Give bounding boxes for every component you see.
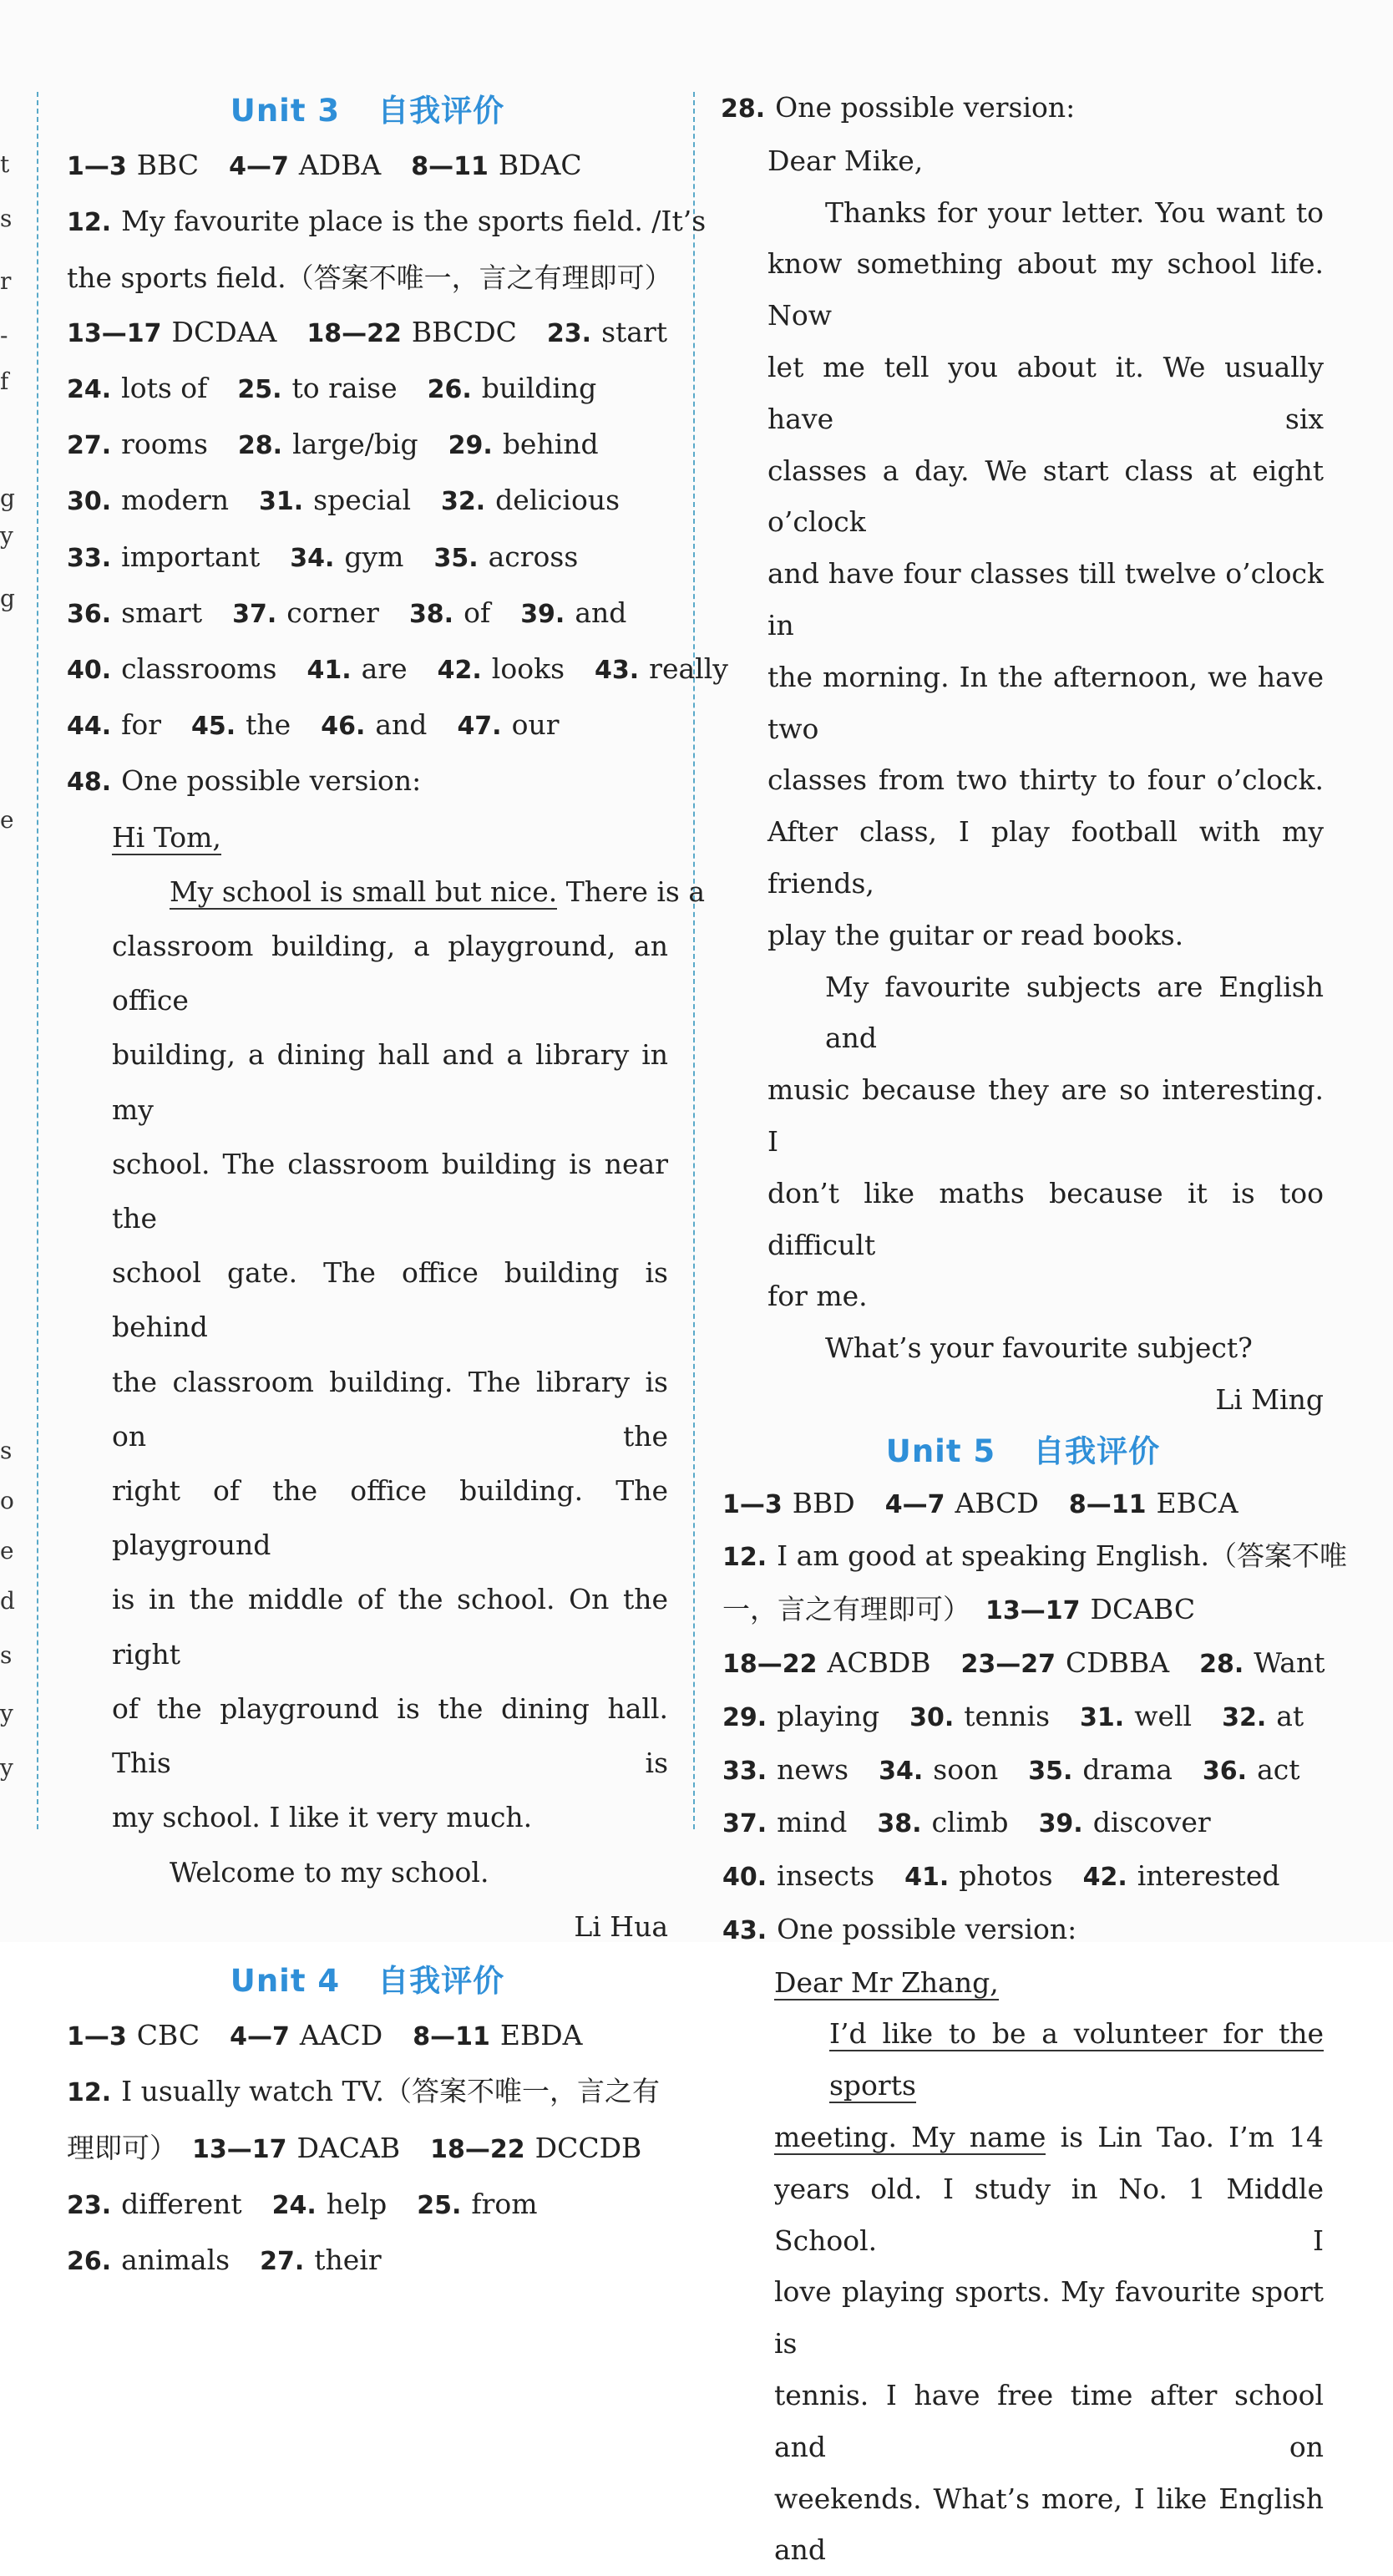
question-number: 33. xyxy=(67,543,112,573)
question-number: 37. xyxy=(722,1809,767,1839)
answer-text: across xyxy=(488,540,579,573)
answer-text: really xyxy=(649,652,728,686)
question-number: 41. xyxy=(306,656,352,686)
letter-line: Thanks for your letter. You want to xyxy=(825,195,1324,229)
edge-letter: g xyxy=(0,585,15,612)
letter-line: music because they are so interesting. I xyxy=(767,1073,1324,1158)
edge-letter: - xyxy=(0,322,8,349)
answer-text: EBDA xyxy=(499,2019,583,2052)
column-divider-left xyxy=(37,92,38,1829)
question-number: 35. xyxy=(433,543,479,573)
letter-line: know something about my school life. Now xyxy=(767,247,1324,332)
letter-line: play the guitar or read books. xyxy=(767,918,1184,951)
question-number: 36. xyxy=(1202,1756,1248,1786)
u3-q12-line2: the sports field.（答案不唯一，言之有理即可） xyxy=(67,261,672,294)
answer-text: BDAC xyxy=(498,149,582,182)
question-number: 38. xyxy=(877,1809,922,1839)
u4-row-23 xyxy=(67,2177,668,2233)
edge-letter: e xyxy=(0,806,14,834)
letter-line: tennis. I have free time after school and on xyxy=(774,2379,1324,2463)
letter-line: building, a dining hall and a library in my xyxy=(112,1038,668,1126)
answer-text: our xyxy=(511,708,560,742)
answer-text: to raise xyxy=(291,372,398,405)
question-number: 43. xyxy=(595,656,640,686)
letter-line: school. The classroom building is near the xyxy=(112,1147,668,1235)
u5-answers-1-11 xyxy=(722,1478,1324,1531)
edge-letter: y xyxy=(0,522,13,550)
letter3-first-line: I’d like to be a volunteer for the sports xyxy=(829,2017,1324,2102)
answer-text: playing xyxy=(777,1699,880,1732)
question-number: 1—3 xyxy=(722,1489,783,1519)
question-number: 42. xyxy=(437,656,482,686)
question-number: 31. xyxy=(1080,1702,1125,1732)
u3-row-33 xyxy=(67,530,668,586)
answer-text: are xyxy=(361,652,408,686)
answer-text: and xyxy=(575,596,627,629)
answer-text: at xyxy=(1276,1699,1304,1732)
edge-letter: o xyxy=(0,1487,14,1514)
letter-line: classes a day. We start class at eight o’clock xyxy=(767,454,1324,539)
question-number: 25. xyxy=(417,2190,462,2220)
question-number: 30. xyxy=(909,1702,955,1732)
question-number: 33. xyxy=(722,1756,767,1786)
question-number: 24. xyxy=(67,375,112,405)
letter-line: of the playground is the dining hall. This is xyxy=(112,1691,668,1780)
u3-row-40 xyxy=(67,641,728,697)
unit4-subtitle: 自我评价 xyxy=(377,1962,505,1999)
question-number: 34. xyxy=(879,1756,924,1786)
letter-closing: Welcome to my school. xyxy=(170,1855,489,1889)
u4-row-26 xyxy=(67,2233,668,2289)
answer-text: AACD xyxy=(299,2019,383,2052)
answer-text: and xyxy=(375,708,428,742)
answer-text: EBCA xyxy=(1156,1486,1239,1519)
answer-text: climb xyxy=(931,1806,1009,1839)
answer-text: building xyxy=(481,372,597,405)
u4-q12-line1: 12. I usually watch TV.（答案不唯一，言之有 xyxy=(67,2075,661,2108)
answer-text: BBD xyxy=(792,1486,855,1519)
letter3-body xyxy=(722,2163,1324,2576)
answer-text: soon xyxy=(933,1752,999,1786)
letter-greeting: Hi Tom, xyxy=(112,820,221,854)
letter2-signature: Li Ming xyxy=(1215,1382,1324,1416)
letter-body xyxy=(67,919,668,1844)
unit4-heading xyxy=(67,1954,668,2008)
answer-text: for xyxy=(121,708,162,742)
question-number: 35. xyxy=(1028,1756,1073,1786)
question-number: 38. xyxy=(408,599,454,629)
answer-text: important xyxy=(121,540,261,573)
u3-row-30 xyxy=(67,473,668,529)
letter-line: After class, I play football with my friends, xyxy=(767,815,1324,900)
letter-line: don’t like maths because it is too difficult xyxy=(767,1176,1324,1261)
question-number: 8—11 xyxy=(411,152,489,182)
u5-row-37 xyxy=(722,1797,1324,1850)
u5-q43: 43. One possible version: xyxy=(722,1912,1077,1945)
answer-text: smart xyxy=(121,596,203,629)
question-number: 41. xyxy=(904,1863,950,1893)
answer-text: from xyxy=(471,2187,538,2220)
u3-row-27 xyxy=(67,417,668,473)
question-number: 45. xyxy=(191,712,236,742)
answer-text: help xyxy=(326,2187,388,2220)
answer-text: ADBA xyxy=(298,149,382,182)
u5-row-29 xyxy=(722,1691,1324,1744)
answer-text: gym xyxy=(344,540,404,573)
question-number: 25. xyxy=(237,375,282,405)
answer-text: modern xyxy=(121,484,229,517)
edge-letter: d xyxy=(0,1587,15,1615)
letter-line: classroom building, a playground, an office xyxy=(112,930,668,1017)
u3-row-24 xyxy=(67,361,668,417)
question-number: 32. xyxy=(441,487,486,517)
answer-text: act xyxy=(1257,1752,1300,1786)
u4-q28: 28. One possible version: xyxy=(721,91,1076,124)
answer-text: the xyxy=(246,708,291,742)
letter-line: my school. I like it very much. xyxy=(112,1801,533,1834)
letter2-body xyxy=(722,187,1324,961)
unit3-subtitle: 自我评价 xyxy=(377,93,505,129)
answer-text: BBC xyxy=(136,149,200,182)
question-number: 40. xyxy=(67,656,112,686)
letter-line: school gate. The office building is behind xyxy=(112,1256,668,1344)
answer-text: CBC xyxy=(136,2019,200,2052)
question-number: 32. xyxy=(1222,1702,1267,1732)
question-number: 1—3 xyxy=(67,2022,127,2052)
question-number: 39. xyxy=(520,599,565,629)
question-number: 44. xyxy=(67,712,112,742)
u3-answers-13-23: 13—17 DCDAA 18—22 BBCDC 23. start xyxy=(67,315,667,348)
answer-text: well xyxy=(1134,1699,1193,1732)
edge-letter: s xyxy=(0,1641,13,1669)
letter-first-line: My school is small but nice. There is a xyxy=(170,875,706,908)
edge-letter: t xyxy=(0,150,10,178)
answer-text: their xyxy=(314,2243,382,2276)
question-number: 8—11 xyxy=(1068,1489,1147,1519)
letter3-greeting: Dear Mr Zhang, xyxy=(774,1965,999,1999)
letter-line: My favourite subjects are English and xyxy=(825,970,1324,1055)
unit5-title: Unit 5 xyxy=(885,1433,996,1469)
question-number: 31. xyxy=(259,487,304,517)
answer-text: photos xyxy=(959,1859,1053,1893)
answer-text: news xyxy=(777,1752,849,1786)
answer-text: rooms xyxy=(121,428,208,461)
u5-q12-line1: 12. I am good at speaking English.（答案不唯 xyxy=(722,1539,1347,1573)
answer-text: special xyxy=(313,484,412,517)
letter-line: the morning. In the afternoon, we have two xyxy=(767,660,1324,745)
question-number: 4—7 xyxy=(229,152,289,182)
answer-text: tennis xyxy=(964,1699,1051,1732)
question-number: 26. xyxy=(67,2246,112,2276)
letter-line: classes from two thirty to four o’clock. xyxy=(767,763,1324,797)
question-number: 4—7 xyxy=(884,1489,945,1519)
answer-text: drama xyxy=(1082,1752,1173,1786)
edge-letter: e xyxy=(0,1537,14,1564)
question-number: 8—11 xyxy=(413,2022,490,2052)
letter-line: and have four classes till twelve o’clock in xyxy=(767,557,1324,641)
letter-line: love playing sports. My favourite sport is xyxy=(774,2275,1324,2360)
answer-text: discover xyxy=(1092,1806,1211,1839)
u5-answers-18-28: 18—22 ACBDB 23—27 CDBBA 28. Want xyxy=(722,1645,1325,1679)
answer-text: delicious xyxy=(495,484,621,517)
u3-row-36 xyxy=(67,586,668,641)
question-number: 27. xyxy=(67,431,112,461)
question-number: 36. xyxy=(67,599,112,629)
unit5-heading xyxy=(722,1426,1324,1478)
question-number: 23. xyxy=(67,2190,112,2220)
answer-text: large/big xyxy=(292,428,418,461)
question-number: 40. xyxy=(722,1863,767,1893)
u3-q48: 48. One possible version: xyxy=(67,764,422,798)
unit3-title: Unit 3 xyxy=(230,93,341,129)
letter-line: for me. xyxy=(767,1280,868,1313)
question-number: 4—7 xyxy=(230,2022,290,2052)
question-number: 34. xyxy=(290,543,335,573)
answer-text: interested xyxy=(1137,1859,1280,1893)
question-number: 29. xyxy=(448,431,493,461)
question-number: 42. xyxy=(1082,1863,1127,1893)
u4-answers-1-11 xyxy=(67,2008,668,2064)
answer-text: corner xyxy=(286,596,379,629)
edge-letter: g xyxy=(0,484,15,512)
u4-q12-line2: 理即可） 13—17 DACAB 18—22 DCCDB xyxy=(67,2131,642,2164)
letter2-question: What’s your favourite subject? xyxy=(825,1331,1253,1365)
u3-q12-line1: 12. My favourite place is the sports field. /It’s xyxy=(67,205,707,238)
answer-text: insects xyxy=(777,1859,875,1893)
letter-line: the classroom building. The library is on the xyxy=(112,1365,668,1453)
u5-row-33 xyxy=(722,1744,1324,1798)
question-number: 26. xyxy=(427,375,472,405)
answer-text: mind xyxy=(777,1806,848,1839)
edge-letter: r xyxy=(0,267,12,295)
answer-text: of xyxy=(463,596,491,629)
answer-text: lots of xyxy=(121,372,208,405)
answer-text: looks xyxy=(491,652,565,686)
u5-q12-line2: 一，言之有理即可） 13—17 DCABC xyxy=(722,1593,1196,1626)
letter2-greeting: Dear Mike, xyxy=(767,144,924,177)
letter-line: let me tell you about it. We usually have six xyxy=(767,350,1324,435)
question-number: 46. xyxy=(321,712,366,742)
u3-row-44 xyxy=(67,697,668,753)
unit3-heading xyxy=(67,84,668,138)
edge-letter: y xyxy=(0,1700,13,1727)
letter-signature: Li Hua xyxy=(574,1909,668,1943)
letter2-body-2 xyxy=(722,961,1324,1323)
edge-letter: f xyxy=(0,368,9,395)
left-column xyxy=(67,84,728,2289)
question-number: 39. xyxy=(1038,1809,1083,1839)
question-number: 27. xyxy=(260,2246,305,2276)
letter-line: is in the middle of the school. On the right xyxy=(112,1583,668,1671)
answer-text: behind xyxy=(502,428,599,461)
question-number: 47. xyxy=(457,712,502,742)
question-number: 28. xyxy=(237,431,283,461)
unit4-title: Unit 4 xyxy=(230,1962,341,1999)
answer-text: animals xyxy=(121,2243,230,2276)
question-number: 29. xyxy=(722,1702,767,1732)
unit5-subtitle: 自我评价 xyxy=(1033,1433,1161,1469)
letter3-second-line: meeting. My name is Lin Tao. I’m 14 xyxy=(774,2121,1324,2154)
column-divider-right xyxy=(693,92,695,1829)
u3-answers-1-11 xyxy=(67,138,668,194)
answer-text: different xyxy=(121,2187,242,2220)
answer-text: ABCD xyxy=(955,1486,1039,1519)
right-column xyxy=(721,82,1347,2576)
edge-letter: s xyxy=(0,205,13,232)
edge-letter: y xyxy=(0,1754,13,1782)
question-number: 30. xyxy=(67,487,112,517)
letter-line: weekends. What’s more, I like English and xyxy=(774,2482,1324,2567)
answer-text: classrooms xyxy=(121,652,277,686)
edge-letter: s xyxy=(0,1437,13,1464)
question-number: 37. xyxy=(232,599,277,629)
letter-line: years old. I study in No. 1 Middle School. I xyxy=(774,2172,1324,2257)
question-number: 1—3 xyxy=(67,152,127,182)
letter-line: right of the office building. The playground xyxy=(112,1474,668,1562)
question-number: 24. xyxy=(271,2190,317,2220)
u5-row-40 xyxy=(722,1850,1324,1904)
